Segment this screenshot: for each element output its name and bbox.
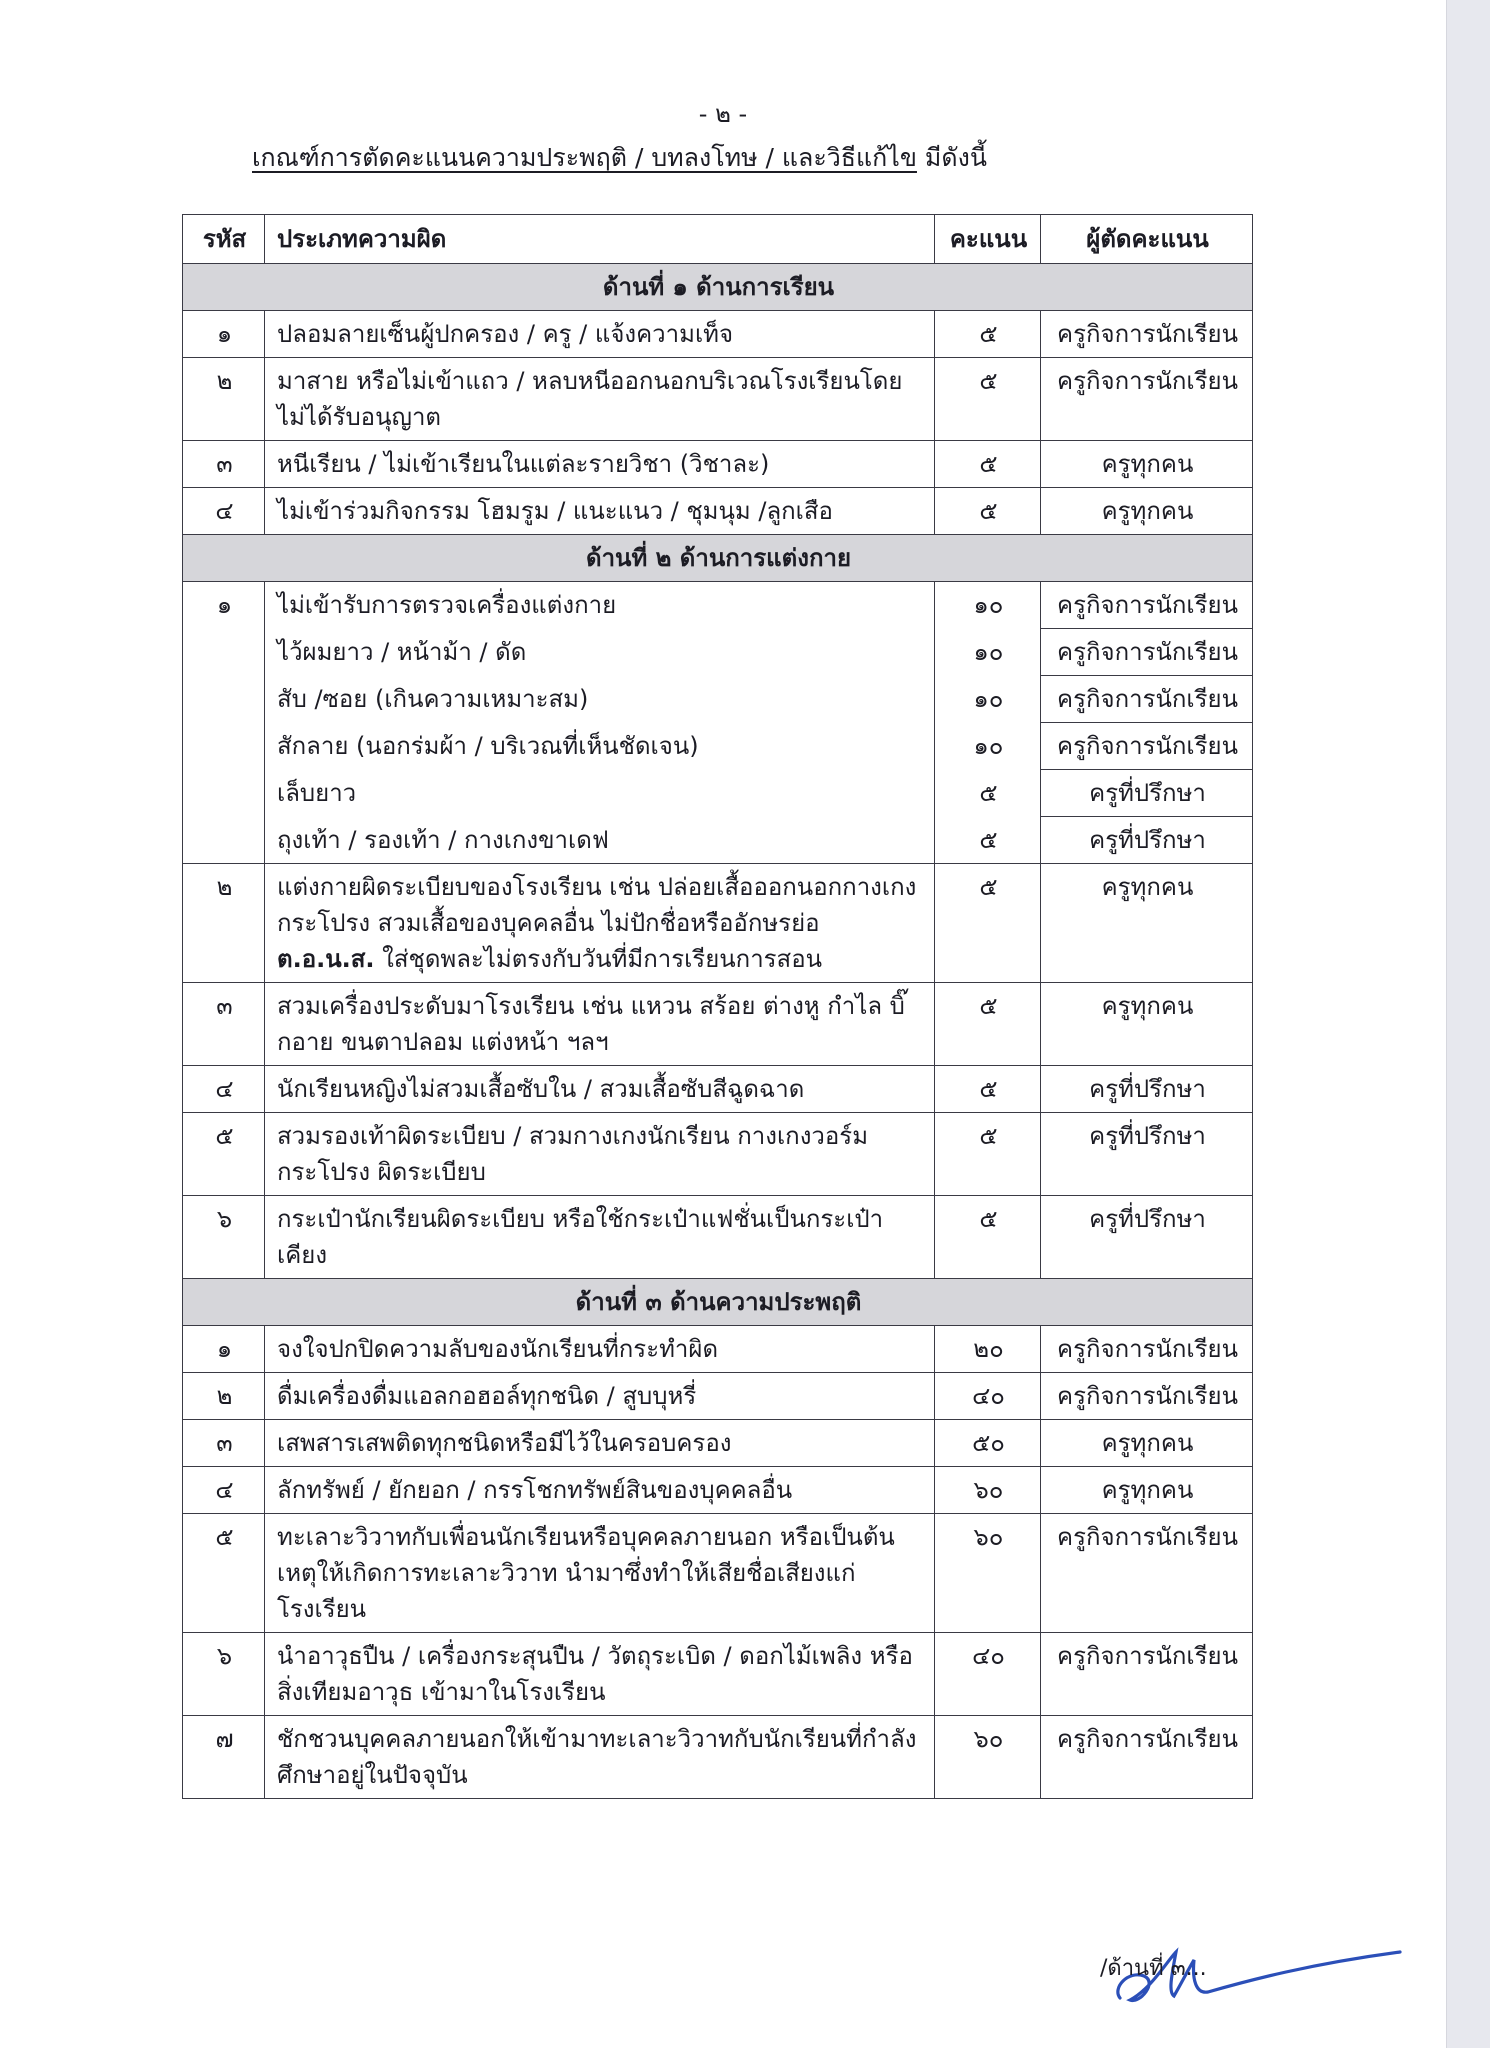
row-score: ๕ <box>935 770 1041 817</box>
row-desc: นักเรียนหญิงไม่สวมเสื้อซับใน / สวมเสื้อซับสีฉูดฉาด <box>265 1066 935 1113</box>
row-code: ๕ <box>183 1514 265 1633</box>
row-desc-part: ใส่ชุดพละไม่ตรงกับวันที่มีการเรียนการสอน <box>374 945 823 973</box>
row-score: ๕ <box>935 864 1041 983</box>
row-score: ๖๐ <box>935 1514 1041 1633</box>
row-score: ๕ <box>935 983 1041 1066</box>
row-desc: นำอาวุธปืน / เครื่องกระสุนปืน / วัตถุระเบิด / ดอกไม้เพลิง หรือสิ่งเทียมอาวุธ เข้ามาในโรงเรียน <box>265 1633 935 1716</box>
row-score: ๕๐ <box>935 1420 1041 1467</box>
row-code: ๑ <box>183 1326 265 1373</box>
row-score: ๑๐ <box>935 676 1041 723</box>
row-desc: ไว้ผมยาว / หน้าม้า / ดัด <box>265 629 935 676</box>
table-row <box>183 1420 1253 1467</box>
row-desc: ลักทรัพย์ / ยักยอก / กรรโชกทรัพย์สินของบุคคลอื่น <box>265 1467 935 1514</box>
row-code: ๒ <box>183 1373 265 1420</box>
row-who: ครูกิจการนักเรียน <box>1041 582 1253 629</box>
row-desc: สวมรองเท้าผิดระเบียบ / สวมกางเกงนักเรียน กางเกงวอร์ม กระโปรง ผิดระเบียบ <box>265 1113 935 1196</box>
row-score: ๔๐ <box>935 1373 1041 1420</box>
row-desc <box>265 864 935 983</box>
row-who: ครูกิจการนักเรียน <box>1041 1716 1253 1799</box>
table-row <box>183 1326 1253 1373</box>
row-who: ครูทุกคน <box>1041 441 1253 488</box>
row-score: ๖๐ <box>935 1467 1041 1514</box>
row-who: ครูกิจการนักเรียน <box>1041 1373 1253 1420</box>
row-who: ครูทุกคน <box>1041 1467 1253 1514</box>
row-code: ๑ <box>183 582 265 864</box>
table-row <box>183 629 1253 676</box>
table-row <box>183 983 1253 1066</box>
row-desc: สับ /ซอย (เกินความเหมาะสม) <box>265 676 935 723</box>
heading-underlined: เกณฑ์การตัดคะแนนความประพฤติ / บทลงโทษ / และวิธีแก้ไข <box>252 143 917 172</box>
table-row <box>183 582 1253 629</box>
row-who: ครูที่ปรึกษา <box>1041 1066 1253 1113</box>
row-code: ๓ <box>183 441 265 488</box>
row-desc: สักลาย (นอกร่มผ้า / บริเวณที่เห็นชัดเจน) <box>265 723 935 770</box>
row-code: ๔ <box>183 1467 265 1514</box>
row-desc: จงใจปกปิดความลับของนักเรียนที่กระทำผิด <box>265 1326 935 1373</box>
row-desc: เสพสารเสพติดทุกชนิดหรือมีไว้ในครอบครอง <box>265 1420 935 1467</box>
table-row <box>183 358 1253 441</box>
row-who: ครูกิจการนักเรียน <box>1041 311 1253 358</box>
section-row <box>183 264 1253 311</box>
document-heading <box>252 138 987 178</box>
row-score: ๒๐ <box>935 1326 1041 1373</box>
row-who: ครูกิจการนักเรียน <box>1041 358 1253 441</box>
table-row <box>183 1467 1253 1514</box>
row-score: ๕ <box>935 311 1041 358</box>
row-code: ๒ <box>183 358 265 441</box>
heading-rest: มีดังนี้ <box>916 143 987 172</box>
row-desc: กระเป๋านักเรียนผิดระเบียบ หรือใช้กระเป๋าแฟชั่นเป็นกระเป๋าเคียง <box>265 1196 935 1279</box>
row-desc: สวมเครื่องประดับมาโรงเรียน เช่น แหวน สร้อย ต่างหู กำไล บิ๊กอาย ขนตาปลอม แต่งหน้า ฯลฯ <box>265 983 935 1066</box>
table-row <box>183 441 1253 488</box>
row-desc: เล็บยาว <box>265 770 935 817</box>
row-desc: ปลอมลายเซ็นผู้ปกครอง / ครู / แจ้งความเท็จ <box>265 311 935 358</box>
section-title: ด้านที่ ๑ ด้านการเรียน <box>183 264 1253 311</box>
row-who: ครูกิจการนักเรียน <box>1041 676 1253 723</box>
row-score: ๑๐ <box>935 582 1041 629</box>
row-score: ๑๐ <box>935 629 1041 676</box>
table-row <box>183 1113 1253 1196</box>
row-who: ครูทุกคน <box>1041 488 1253 535</box>
row-who: ครูที่ปรึกษา <box>1041 817 1253 864</box>
row-code: ๖ <box>183 1633 265 1716</box>
section-title: ด้านที่ ๒ ด้านการแต่งกาย <box>183 535 1253 582</box>
table-row <box>183 770 1253 817</box>
row-who: ครูทุกคน <box>1041 1420 1253 1467</box>
table-row <box>183 311 1253 358</box>
row-code: ๕ <box>183 1113 265 1196</box>
row-who: ครูกิจการนักเรียน <box>1041 1633 1253 1716</box>
header-score: คะแนน <box>935 215 1041 264</box>
row-score: ๕ <box>935 1196 1041 1279</box>
row-who: ครูที่ปรึกษา <box>1041 1196 1253 1279</box>
table-row <box>183 723 1253 770</box>
row-desc: ดื่มเครื่องดื่มแอลกอฮอล์ทุกชนิด / สูบบุหรี่ <box>265 1373 935 1420</box>
row-who: ครูกิจการนักเรียน <box>1041 1326 1253 1373</box>
section-row <box>183 1279 1253 1326</box>
page-number: - ๒ - <box>698 100 748 128</box>
row-score: ๕ <box>935 441 1041 488</box>
row-code: ๖ <box>183 1196 265 1279</box>
table-row <box>183 864 1253 983</box>
table-row <box>183 1196 1253 1279</box>
continued-note: /ด้านที่ ๓... <box>1100 1956 1207 1981</box>
row-code: ๔ <box>183 1066 265 1113</box>
row-desc: ถุงเท้า / รองเท้า / กางเกงขาเดฟ <box>265 817 935 864</box>
header-type: ประเภทความผิด <box>265 215 935 264</box>
school-abbrev: ต.อ.น.ส. <box>277 945 375 973</box>
table-header-row <box>183 215 1253 264</box>
table-row <box>183 1633 1253 1716</box>
row-score: ๕ <box>935 1113 1041 1196</box>
header-code: รหัส <box>183 215 265 264</box>
table-row <box>183 1373 1253 1420</box>
row-score: ๕ <box>935 358 1041 441</box>
row-code: ๓ <box>183 1420 265 1467</box>
row-score: ๕ <box>935 1066 1041 1113</box>
row-score: ๑๐ <box>935 723 1041 770</box>
row-code: ๗ <box>183 1716 265 1799</box>
row-who: ครูที่ปรึกษา <box>1041 770 1253 817</box>
row-desc: ทะเลาะวิวาทกับเพื่อนนักเรียนหรือบุคคลภายนอก หรือเป็นต้นเหตุให้เกิดการทะเลาะวิวาท นำมาซึ่งทำให้เสียชื่อเสียงแก่โรงเรียน <box>265 1514 935 1633</box>
row-who: ครูกิจการนักเรียน <box>1041 1514 1253 1633</box>
row-desc: ไม่เข้าร่วมกิจกรรม โฮมรูม / แนะแนว / ชุมนุม /ลูกเสือ <box>265 488 935 535</box>
row-who: ครูกิจการนักเรียน <box>1041 629 1253 676</box>
row-desc-part: แต่งกายผิดระเบียบของโรงเรียน เช่น ปล่อยเสื้อออกนอกกางเกง กระโปรง สวมเสื้อของบุคคลอื่น ไม่ปักชื่อหรืออักษรย่อ <box>277 873 917 937</box>
table-row <box>183 488 1253 535</box>
penalty-table <box>182 214 1253 1799</box>
row-who: ครูกิจการนักเรียน <box>1041 723 1253 770</box>
section-title: ด้านที่ ๓ ด้านความประพฤติ <box>183 1279 1253 1326</box>
row-who: ครูทุกคน <box>1041 983 1253 1066</box>
table-row <box>183 1716 1253 1799</box>
table-row <box>183 676 1253 723</box>
row-desc: หนีเรียน / ไม่เข้าเรียนในแต่ละรายวิชา (วิชาละ) <box>265 441 935 488</box>
row-desc: ไม่เข้ารับการตรวจเครื่องแต่งกาย <box>265 582 935 629</box>
table-row <box>183 1066 1253 1113</box>
row-desc: มาสาย หรือไม่เข้าแถว / หลบหนีออกนอกบริเวณโรงเรียนโดยไม่ได้รับอนุญาต <box>265 358 935 441</box>
row-code: ๔ <box>183 488 265 535</box>
table-row <box>183 1514 1253 1633</box>
row-code: ๒ <box>183 864 265 983</box>
table-row <box>183 817 1253 864</box>
row-code: ๑ <box>183 311 265 358</box>
header-who: ผู้ตัดคะแนน <box>1041 215 1253 264</box>
section-row <box>183 535 1253 582</box>
row-score: ๕ <box>935 488 1041 535</box>
row-desc: ชักชวนบุคคลภายนอกให้เข้ามาทะเลาะวิวาทกับนักเรียนที่กำลังศึกษาอยู่ในปัจจุบัน <box>265 1716 935 1799</box>
row-who: ครูที่ปรึกษา <box>1041 1113 1253 1196</box>
row-score: ๕ <box>935 817 1041 864</box>
row-code: ๓ <box>183 983 265 1066</box>
row-who: ครูทุกคน <box>1041 864 1253 983</box>
row-score: ๖๐ <box>935 1716 1041 1799</box>
row-score: ๔๐ <box>935 1633 1041 1716</box>
